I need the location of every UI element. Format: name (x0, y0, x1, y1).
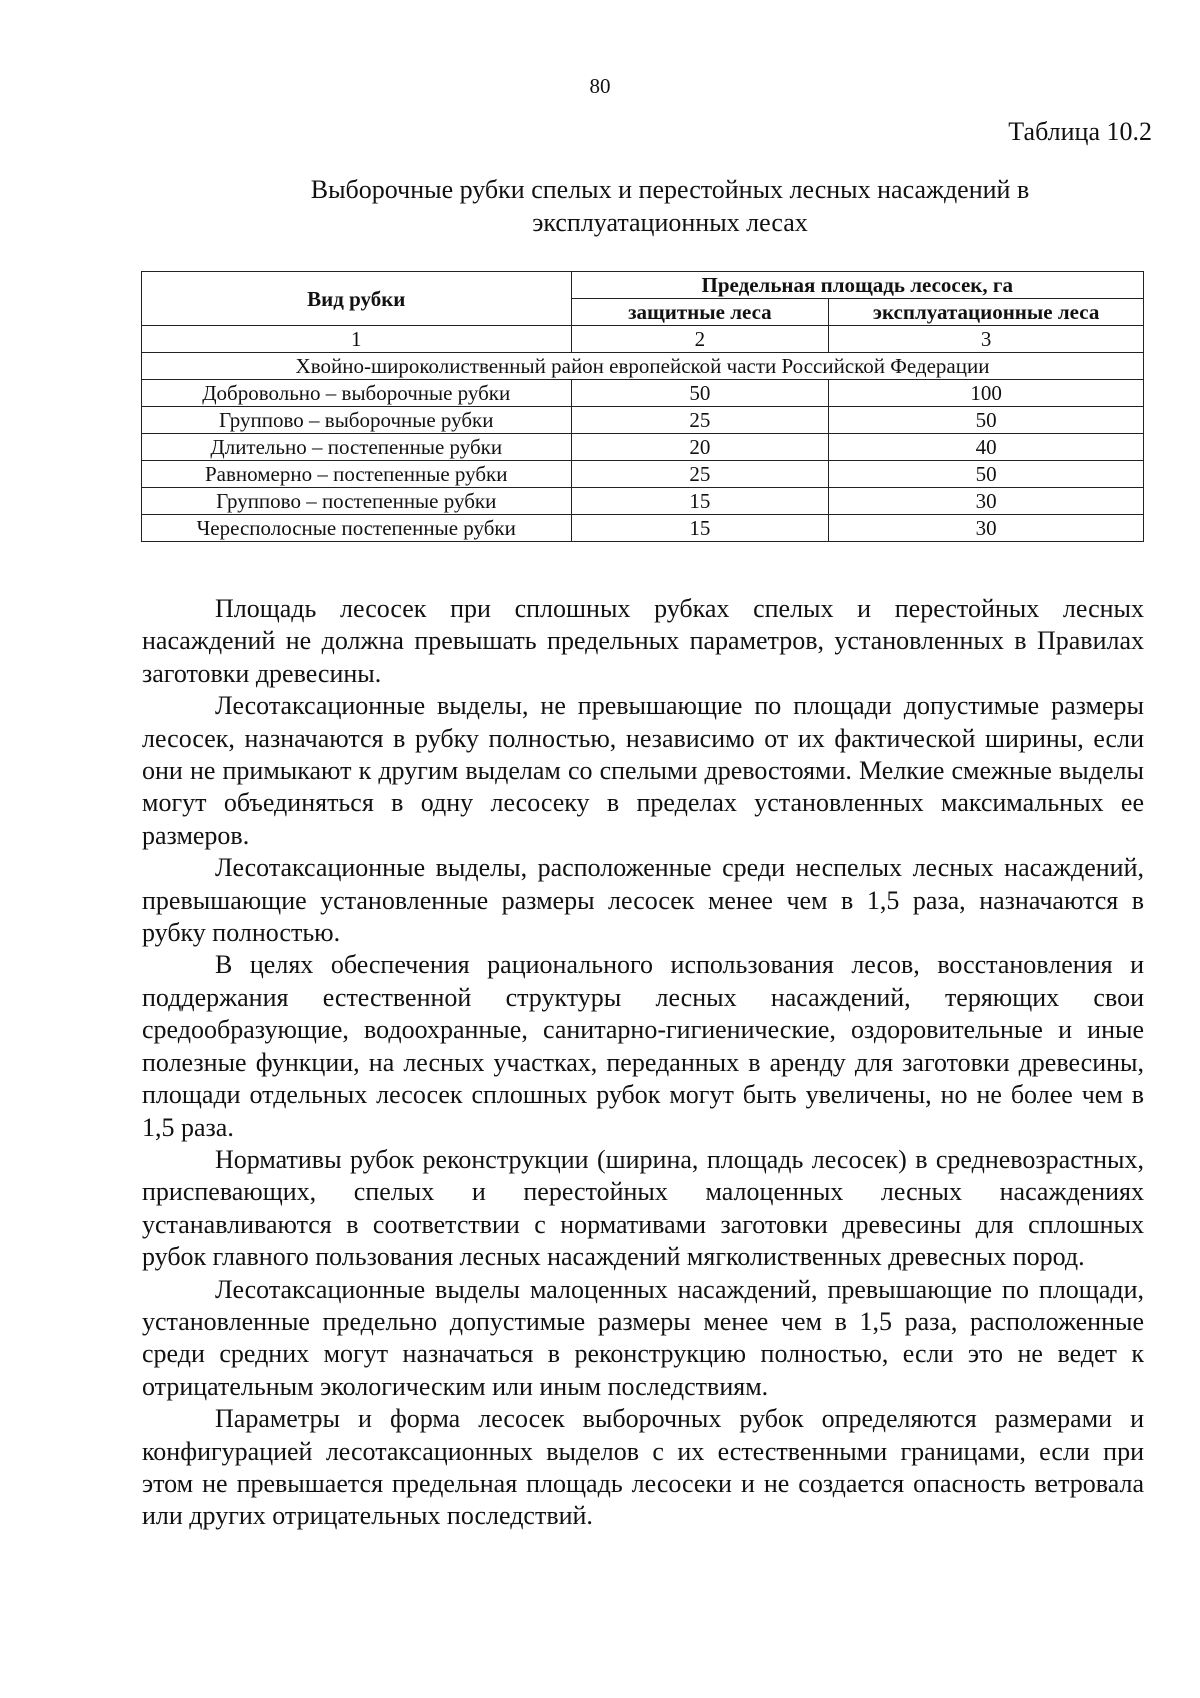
table-row (142, 407, 1144, 434)
protective-value: 50 (571, 380, 829, 407)
paragraph: Лесотаксационные выделы, расположенные среди неспелых лесных насаждений, превышающие установленные размеры лесосек менее чем в 1,5 раза, назначаются в рубку полностью. (142, 853, 1144, 948)
protective-value: 25 (571, 407, 829, 434)
cutting-kind: Равномерно – постепенные рубки (142, 461, 572, 488)
paragraph: Площадь лесосек при сплошных рубках спелых и перестойных лесных насаждений не должна превышать предельных параметров, установленных в Правилах заготовки древесины. (142, 594, 1144, 688)
region-row (142, 353, 1144, 380)
header-exploitation: эксплуатационные леса (829, 299, 1144, 326)
header-kind: Вид рубки (142, 272, 572, 326)
header-area: Предельная площадь лесосек, га (571, 272, 1144, 299)
exploitation-value: 40 (829, 434, 1144, 461)
exploitation-value: 30 (829, 515, 1144, 542)
page-number: 80 (589, 74, 611, 98)
protective-value: 15 (571, 515, 829, 542)
cutting-kind: Группово – постепенные рубки (142, 488, 572, 515)
exploitation-value: 50 (829, 407, 1144, 434)
table-row (142, 434, 1144, 461)
protective-value: 20 (571, 434, 829, 461)
column-number: 3 (829, 326, 1144, 353)
paragraph: Нормативы рубок реконструкции (ширина, площадь лесосек) в средневозрастных, приспевающих, спелых и перестойных малоценных лесных насаждениях устанавливаются в соответствии с нормативами заготовки древесины для сплошных рубок главного пользования лесных насаждений мягколиственных древесных пород. (142, 1144, 1144, 1272)
table-row (142, 488, 1144, 515)
region-label: Хвойно-широколиственный район европейской части Российской Федерации (142, 353, 1144, 380)
exploitation-value: 100 (829, 380, 1144, 407)
cutting-kind: Длительно – постепенные рубки (142, 434, 572, 461)
protective-value: 15 (571, 488, 829, 515)
column-number: 1 (142, 326, 572, 353)
exploitation-value: 30 (829, 488, 1144, 515)
header-protective: защитные леса (571, 299, 829, 326)
table-row (142, 461, 1144, 488)
table-title: Выборочные рубки спелых и перестойных лесных насаждений в эксплуатационных лесах (310, 175, 1030, 237)
table-row (142, 380, 1144, 407)
protective-value: 25 (571, 461, 829, 488)
cutting-kind: Чересполосные постепенные рубки (142, 515, 572, 542)
table-row (142, 515, 1144, 542)
table-caption: Таблица 10.2 (1008, 117, 1152, 146)
body-text (142, 593, 1144, 1533)
cutting-table (141, 271, 1144, 542)
column-number-row (142, 326, 1144, 353)
paragraph: Лесотаксационные выделы, не превышающие по площади допустимые размеры лесосек, назначаются в рубку полностью, независимо от их фактической ширины, если они не примыкают к другим выделам со спелыми древостоями. Мелкие смежные выделы могут объединяться в одну лесосеку в пределах установленных максимальных ее размеров. (142, 691, 1144, 850)
cutting-kind: Добровольно – выборочные рубки (142, 380, 572, 407)
cutting-kind: Группово – выборочные рубки (142, 407, 572, 434)
paragraph: В целях обеспечения рационального использования лесов, восстановления и поддержания естественной структуры лесных насаждений, теряющих свои средообразующие, водоохранные, санитарно-гигиенические, оздоровительные и иные полезные функции, на лесных участках, переданных в аренду для заготовки древесины, площади отдельных лесосек сплошных рубок могут быть увеличены, но не более чем в 1,5 раза. (142, 950, 1144, 1142)
paragraph: Лесотаксационные выделы малоценных насаждений, превышающие по площади, установленные предельно допустимые размеры менее чем в 1,5 раза, расположенные среди средних могут назначаться в реконструкцию полностью, если это не ведет к отрицательным экологическим или иным последствиям. (142, 1274, 1144, 1401)
exploitation-value: 50 (829, 461, 1144, 488)
paragraph: Параметры и форма лесосек выборочных рубок определяются размерами и конфигурацией лесотаксационных выделов с их естественными границами, если при этом не превышается предельная площадь лесосеки и не создается опасность ветровала или других отрицательных последствий. (142, 1404, 1144, 1531)
column-number: 2 (571, 326, 829, 353)
